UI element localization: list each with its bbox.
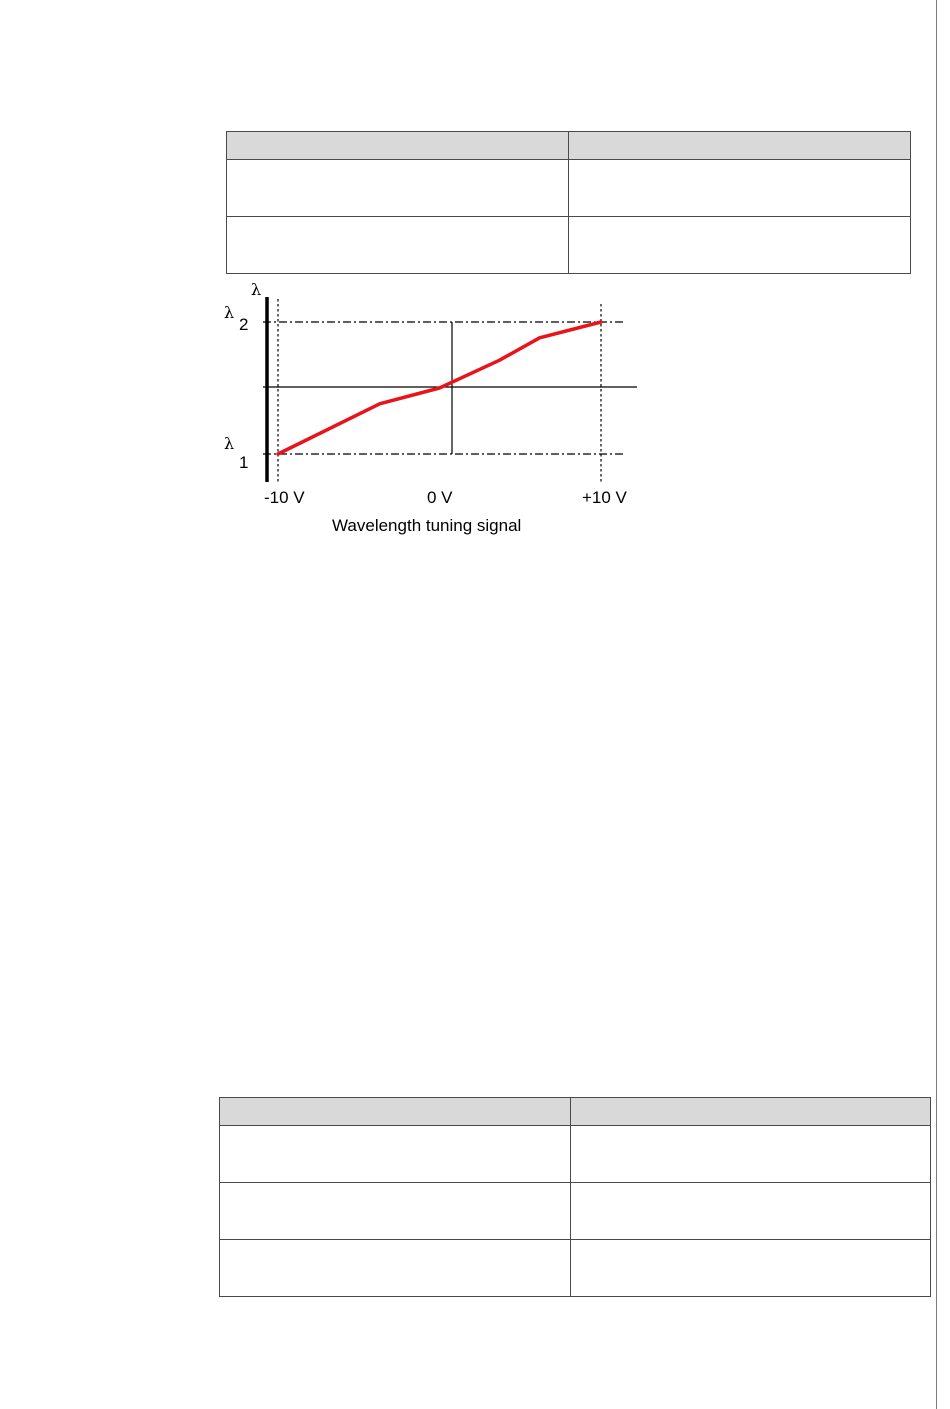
x-tick-label: -10 V: [264, 488, 305, 507]
lambda1-symbol: λ: [224, 434, 235, 453]
table-cell: [220, 1126, 571, 1183]
table-row: [227, 160, 911, 217]
table-row: [227, 217, 911, 274]
table-header-row: [220, 1098, 931, 1126]
lambda2-symbol: λ: [224, 303, 235, 322]
page-edge-rule: [936, 0, 937, 1409]
table-cell: [227, 160, 569, 217]
table-cell: [571, 1126, 931, 1183]
table-row: [220, 1183, 931, 1240]
table-header-cell: [220, 1098, 571, 1126]
table-cell: [220, 1240, 571, 1297]
lambda1-subscript: 1: [239, 453, 249, 472]
table-cell: [571, 1240, 931, 1297]
table-bottom: [219, 1097, 931, 1297]
table-cell: [227, 217, 569, 274]
table-cell: [569, 160, 911, 217]
x-axis-label: Wavelength tuning signal: [332, 516, 522, 535]
table-row: [220, 1240, 931, 1297]
table-header-row: [227, 132, 911, 160]
table-row: [220, 1126, 931, 1183]
y-axis-lambda-label: λ: [251, 280, 262, 299]
table-header-cell: [569, 132, 911, 160]
tuning-characteristic-line: [278, 322, 601, 454]
x-tick-label: 0 V: [427, 488, 453, 507]
table-cell: [220, 1183, 571, 1240]
table-cell: [569, 217, 911, 274]
table-header-cell: [571, 1098, 931, 1126]
table-top: [226, 131, 911, 274]
x-tick-label: +10 V: [582, 488, 627, 507]
table-header-cell: [227, 132, 569, 160]
table-cell: [571, 1183, 931, 1240]
wavelength-tuning-diagram: [215, 277, 645, 542]
lambda2-subscript: 2: [239, 315, 249, 334]
